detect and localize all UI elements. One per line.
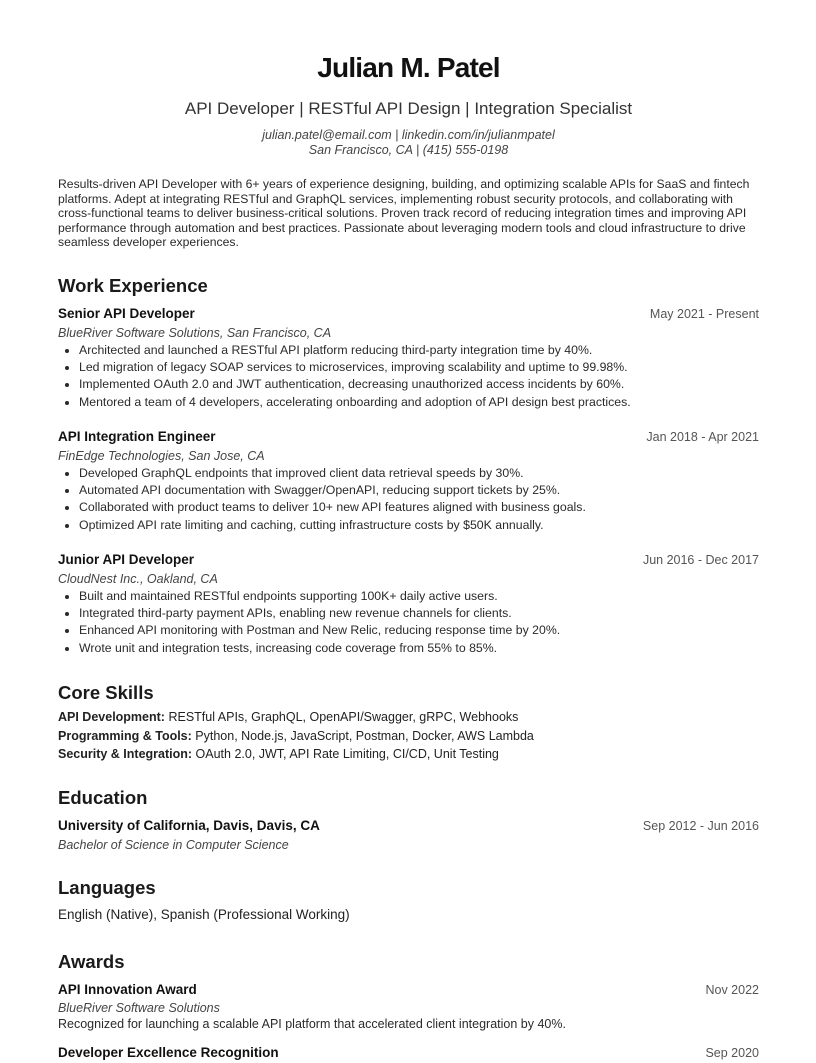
education-dates: Sep 2012 - Jun 2016 [642, 819, 759, 833]
skills-list [58, 708, 759, 764]
job-bullet: • Integrated third-party payment APIs, enabling new revenue channels for clients. [79, 605, 759, 622]
award-date: Nov 2022 [705, 983, 759, 997]
school-name: University of California, Davis, Davis, CA [58, 818, 320, 833]
award-organization: BlueRiver Software Solutions [58, 1001, 220, 1015]
award-description: Recognized for launching a scalable API platform that accelerated client integration by 40%. [58, 1017, 566, 1031]
work-entry-1 [58, 306, 759, 411]
section-title-core-skills: Core Skills [58, 682, 154, 703]
job-bullet: • Optimized API rate limiting and caching, cutting infrastructure costs by $50K annually. [79, 517, 759, 534]
skill-category: Programming & Tools: [58, 728, 192, 743]
job-title: Senior API Developer [58, 306, 195, 321]
skill-items: RESTful APIs, GraphQL, OpenAPI/Swagger, gRPC, Webhooks [168, 710, 519, 724]
skill-items: OAuth 2.0, JWT, API Rate Limiting, CI/CD, Unit Testing [195, 747, 499, 762]
job-bullet: • Collaborated with product teams to deliver 10+ new API features aligned with business goals. [79, 499, 759, 516]
skill-items: Python, Node.js, JavaScript, Postman, Docker, AWS Lambda [195, 728, 534, 743]
skill-row [58, 708, 759, 727]
job-bullet: • Implemented OAuth 2.0 and JWT authentication, decreasing unauthorized access incidents by 60%. [79, 376, 759, 393]
job-title: API Integration Engineer [58, 429, 216, 444]
candidate-headline: API Developer | RESTful API Design | Integration Specialist [184, 99, 633, 118]
job-company: BlueRiver Software Solutions, San Francisco, CA [58, 326, 332, 340]
award-date: Sep 2020 [705, 1046, 759, 1060]
degree: Bachelor of Science in Computer Science [58, 838, 289, 852]
skill-row [58, 727, 759, 746]
job-bullet: • Automated API documentation with Swagger/OpenAPI, reducing support tickets by 25%. [79, 482, 759, 499]
work-entry-3 [58, 552, 759, 657]
skill-category: API Development: [58, 710, 165, 724]
skill-category: Security & Integration: [58, 747, 193, 762]
job-bullets [58, 465, 759, 534]
section-title-work-experience: Work Experience [58, 275, 208, 296]
work-entry-2 [58, 429, 759, 534]
job-bullet: • Led migration of legacy SOAP services to microservices, improving scalability and uptime to 99.98%. [79, 359, 759, 376]
award-entry-2 [58, 1045, 759, 1063]
languages-list: English (Native), Spanish (Professional Working) [58, 907, 350, 922]
job-bullet: • Developed GraphQL endpoints that improved client data retrieval speeds by 30%. [79, 465, 759, 482]
job-bullet: • Built and maintained RESTful endpoints supporting 100K+ daily active users. [79, 588, 759, 605]
section-title-languages: Languages [58, 877, 156, 898]
award-entry-1 [58, 982, 759, 1032]
job-bullet: • Architected and launched a RESTful API platform reducing third-party integration time by 40%. [79, 342, 759, 359]
education-entry [58, 818, 759, 854]
professional-summary: Results-driven API Developer with 6+ years of experience designing, building, and optimizing scalable APIs for SaaS and fintech platforms. Adept at integrating RESTful and GraphQL services, implementing robust security protocols, and collaborating with cross-functional teams to deliver business-critical solutions. Proven track record of reducing integration times and improving API performance through automation and best practices. Passionate about leveraging modern tools and cloud infrastructure to drive seamless developer experiences. [58, 177, 750, 250]
job-dates: Jun 2016 - Dec 2017 [642, 553, 759, 567]
job-bullet: • Enhanced API monitoring with Postman and New Relic, reducing response time by 20%. [79, 622, 759, 639]
section-title-education: Education [58, 787, 148, 808]
contact-line-email-linkedin: julian.patel@email.com | linkedin.com/in/julianmpatel [262, 128, 555, 142]
job-title: Junior API Developer [58, 552, 195, 567]
section-title-awards: Awards [58, 951, 125, 972]
job-bullet: • Mentored a team of 4 developers, accelerating onboarding and adoption of API design best practices. [79, 394, 759, 411]
award-title: API Innovation Award [58, 982, 197, 997]
award-title: Developer Excellence Recognition [58, 1045, 279, 1060]
skill-row [58, 745, 759, 764]
contact-line-location-phone: San Francisco, CA | (415) 555-0198 [308, 143, 509, 157]
job-bullet: • Wrote unit and integration tests, increasing code coverage from 55% to 85%. [79, 640, 759, 657]
job-dates: Jan 2018 - Apr 2021 [646, 430, 759, 444]
job-bullets [58, 342, 759, 411]
job-company: FinEdge Technologies, San Jose, CA [58, 449, 265, 463]
job-bullets [58, 588, 759, 657]
job-dates: May 2021 - Present [649, 307, 759, 321]
candidate-name: Julian M. Patel [317, 52, 500, 83]
job-company: CloudNest Inc., Oakland, CA [58, 572, 218, 586]
